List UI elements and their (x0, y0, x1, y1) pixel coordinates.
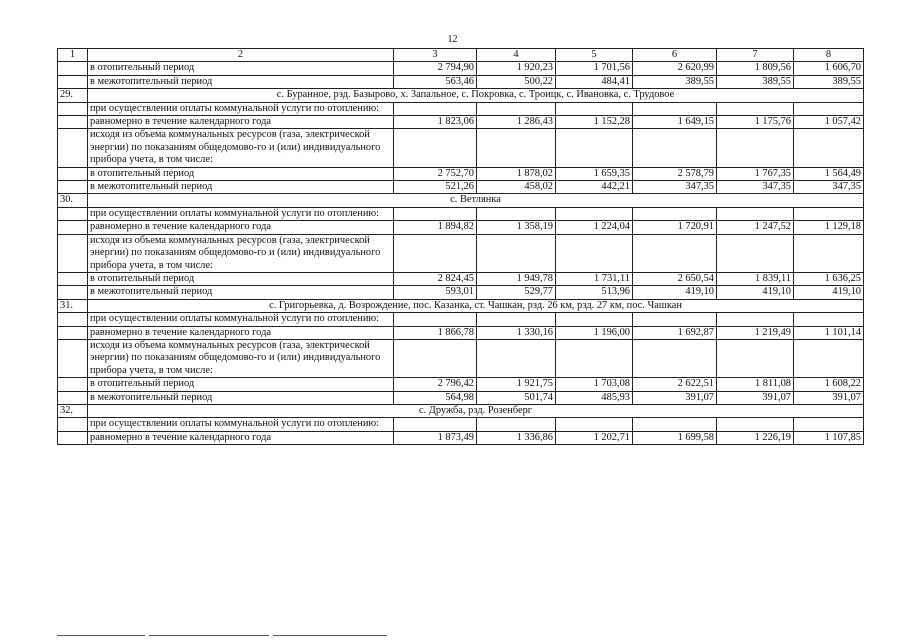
table-row (58, 62, 864, 75)
table-row (58, 221, 864, 234)
value-cell: 2 796,42 (394, 378, 477, 391)
value-cell: 529,77 (477, 286, 556, 299)
value-cell: 1 358,19 (477, 221, 556, 234)
empty-cell (717, 234, 794, 272)
value-cell: 1 219,49 (717, 326, 794, 339)
value-cell: 564,98 (394, 391, 477, 404)
value-cell: 1 873,49 (394, 431, 477, 444)
value-cell: 521,26 (394, 181, 477, 194)
description-row (58, 339, 864, 377)
empty-cell (556, 207, 633, 220)
table-row (58, 181, 864, 194)
section-title: с. Буранное, рзд. Базырово, х. Запальное, с. Покровка, с. Троицк, с. Ивановка, с. Трудовое (88, 89, 864, 102)
value-cell: 2 622,51 (633, 378, 717, 391)
empty-cell (477, 313, 556, 326)
empty-cell (633, 339, 717, 377)
value-cell: 1 731,11 (556, 272, 633, 285)
description-row (58, 102, 864, 115)
empty-cell (477, 418, 556, 431)
empty-cell (717, 313, 794, 326)
empty-cell (633, 102, 717, 115)
empty-cell (794, 339, 864, 377)
row-label: при осуществлении оплаты коммунальной услуги по отоплению: (88, 102, 394, 115)
empty-cell (717, 339, 794, 377)
description-row (58, 418, 864, 431)
value-cell: 1 811,08 (717, 378, 794, 391)
empty-cell (477, 102, 556, 115)
empty-cell (477, 207, 556, 220)
empty-cell (556, 102, 633, 115)
footnote-rule (57, 635, 145, 636)
value-cell: 2 578,79 (633, 167, 717, 180)
header-cell: 6 (633, 49, 717, 62)
row-label: исходя из объема коммунальных ресурсов (газа, электрической энергии) по показаниям общедомово-го и (или) индивидуального прибора учета, в том числе: (88, 129, 394, 167)
footnote-rule (149, 635, 269, 636)
empty-cell (556, 339, 633, 377)
row-label: равномерно в течение календарного года (88, 326, 394, 339)
row-number (58, 75, 88, 88)
section-title: с. Дружба, рзд. Розенберг (88, 404, 864, 417)
value-cell: 1 894,82 (394, 221, 477, 234)
header-cell: 1 (58, 49, 88, 62)
table-row (58, 286, 864, 299)
empty-cell (633, 129, 717, 167)
table-row (58, 378, 864, 391)
section-row (58, 299, 864, 312)
row-number (58, 207, 88, 220)
row-number (58, 431, 88, 444)
row-label: при осуществлении оплаты коммунальной услуги по отоплению: (88, 207, 394, 220)
page-number: 12 (447, 34, 458, 45)
table-row (58, 167, 864, 180)
empty-cell (394, 418, 477, 431)
value-cell: 1 636,25 (794, 272, 864, 285)
value-cell: 1 564,49 (794, 167, 864, 180)
value-cell: 1 767,35 (717, 167, 794, 180)
header-cell: 3 (394, 49, 477, 62)
empty-cell (794, 234, 864, 272)
empty-cell (717, 102, 794, 115)
empty-cell (394, 339, 477, 377)
empty-cell (477, 129, 556, 167)
value-cell: 391,07 (717, 391, 794, 404)
value-cell: 1 809,56 (717, 62, 794, 75)
row-number (58, 313, 88, 326)
value-cell: 2 824,45 (394, 272, 477, 285)
table-row (58, 431, 864, 444)
value-cell: 458,02 (477, 181, 556, 194)
table-row (58, 391, 864, 404)
value-cell: 1 175,76 (717, 116, 794, 129)
header-cell: 7 (717, 49, 794, 62)
row-number (58, 391, 88, 404)
row-number (58, 167, 88, 180)
value-cell: 513,96 (556, 286, 633, 299)
value-cell: 1 692,87 (633, 326, 717, 339)
row-label: равномерно в течение календарного года (88, 431, 394, 444)
value-cell: 1 286,43 (477, 116, 556, 129)
value-cell: 1 720,91 (633, 221, 717, 234)
row-number (58, 102, 88, 115)
header-cell: 8 (794, 49, 864, 62)
row-label: в межотопительный период (88, 391, 394, 404)
value-cell: 1 699,58 (633, 431, 717, 444)
value-cell: 593,01 (394, 286, 477, 299)
row-number (58, 418, 88, 431)
empty-cell (717, 129, 794, 167)
value-cell: 389,55 (794, 75, 864, 88)
value-cell: 1 608,22 (794, 378, 864, 391)
value-cell: 1 336,86 (477, 431, 556, 444)
value-cell: 419,10 (633, 286, 717, 299)
value-cell: 347,35 (794, 181, 864, 194)
row-label: в межотопительный период (88, 181, 394, 194)
header-row (58, 49, 864, 62)
row-number: 31. (58, 299, 88, 312)
value-cell: 1 920,23 (477, 62, 556, 75)
row-label: в отопительный период (88, 167, 394, 180)
empty-cell (394, 102, 477, 115)
value-cell: 1 330,16 (477, 326, 556, 339)
row-number: 32. (58, 404, 88, 417)
value-cell: 1 878,02 (477, 167, 556, 180)
value-cell: 1 202,71 (556, 431, 633, 444)
section-title: с. Григорьевка, д. Возрождение, пос. Казанка, ст. Чашкан, рзд. 26 км, рзд. 27 км, пос. Чашкан (88, 299, 864, 312)
value-cell: 2 752,70 (394, 167, 477, 180)
row-label: в отопительный период (88, 272, 394, 285)
empty-cell (556, 129, 633, 167)
value-cell: 389,55 (717, 75, 794, 88)
row-label: в отопительный период (88, 62, 394, 75)
section-row (58, 404, 864, 417)
empty-cell (394, 207, 477, 220)
header-cell: 2 (88, 49, 394, 62)
row-label: в межотопительный период (88, 75, 394, 88)
empty-cell (556, 313, 633, 326)
description-row (58, 207, 864, 220)
empty-cell (556, 234, 633, 272)
value-cell: 2 620,99 (633, 62, 717, 75)
table-row (58, 116, 864, 129)
empty-cell (394, 313, 477, 326)
description-row (58, 234, 864, 272)
value-cell: 2 650,54 (633, 272, 717, 285)
value-cell: 1 606,70 (794, 62, 864, 75)
empty-cell (477, 234, 556, 272)
value-cell: 1 703,08 (556, 378, 633, 391)
empty-cell (717, 207, 794, 220)
row-number (58, 286, 88, 299)
value-cell: 563,46 (394, 75, 477, 88)
row-label: исходя из объема коммунальных ресурсов (газа, электрической энергии) по показаниям общедомово-го и (или) индивидуального прибора учета, в том числе: (88, 234, 394, 272)
row-number (58, 272, 88, 285)
row-number: 30. (58, 194, 88, 207)
footnote-rule (273, 635, 387, 636)
value-cell: 1 659,35 (556, 167, 633, 180)
value-cell: 419,10 (794, 286, 864, 299)
row-label: в межотопительный период (88, 286, 394, 299)
value-cell: 1 649,15 (633, 116, 717, 129)
value-cell: 485,93 (556, 391, 633, 404)
row-number (58, 339, 88, 377)
empty-cell (394, 234, 477, 272)
value-cell: 347,35 (633, 181, 717, 194)
empty-cell (633, 234, 717, 272)
section-title: с. Ветлянка (88, 194, 864, 207)
row-number: 29. (58, 89, 88, 102)
table-row (58, 326, 864, 339)
row-number (58, 221, 88, 234)
row-number (58, 234, 88, 272)
row-label: при осуществлении оплаты коммунальной услуги по отоплению: (88, 313, 394, 326)
empty-cell (556, 418, 633, 431)
description-row (58, 129, 864, 167)
empty-cell (477, 339, 556, 377)
value-cell: 347,35 (717, 181, 794, 194)
value-cell: 1 152,28 (556, 116, 633, 129)
section-row (58, 194, 864, 207)
value-cell: 1 101,14 (794, 326, 864, 339)
value-cell: 419,10 (717, 286, 794, 299)
value-cell: 1 866,78 (394, 326, 477, 339)
empty-cell (633, 207, 717, 220)
value-cell: 1 224,04 (556, 221, 633, 234)
value-cell: 389,55 (633, 75, 717, 88)
footnote-rules (57, 635, 387, 636)
value-cell: 1 196,00 (556, 326, 633, 339)
empty-cell (794, 418, 864, 431)
row-label: в отопительный период (88, 378, 394, 391)
value-cell: 1 057,42 (794, 116, 864, 129)
value-cell: 391,07 (633, 391, 717, 404)
row-label: равномерно в течение календарного года (88, 221, 394, 234)
value-cell: 1 247,52 (717, 221, 794, 234)
row-number (58, 326, 88, 339)
table-body (58, 49, 864, 445)
value-cell: 1 921,75 (477, 378, 556, 391)
value-cell: 501,74 (477, 391, 556, 404)
tariff-table (57, 48, 864, 445)
header-cell: 5 (556, 49, 633, 62)
row-number (58, 181, 88, 194)
empty-cell (794, 207, 864, 220)
row-label: равномерно в течение календарного года (88, 116, 394, 129)
value-cell: 500,22 (477, 75, 556, 88)
value-cell: 1 701,56 (556, 62, 633, 75)
value-cell: 1 823,06 (394, 116, 477, 129)
row-label: исходя из объема коммунальных ресурсов (газа, электрической энергии) по показаниям общедомово-го и (или) индивидуального прибора учета, в том числе: (88, 339, 394, 377)
row-number (58, 62, 88, 75)
table-row (58, 272, 864, 285)
description-row (58, 313, 864, 326)
empty-cell (794, 313, 864, 326)
row-label: при осуществлении оплаты коммунальной услуги по отоплению: (88, 418, 394, 431)
row-number (58, 129, 88, 167)
value-cell: 1 949,78 (477, 272, 556, 285)
table-row (58, 75, 864, 88)
value-cell: 1 839,11 (717, 272, 794, 285)
value-cell: 391,07 (794, 391, 864, 404)
empty-cell (394, 129, 477, 167)
value-cell: 442,21 (556, 181, 633, 194)
row-number (58, 378, 88, 391)
value-cell: 1 129,18 (794, 221, 864, 234)
value-cell: 484,41 (556, 75, 633, 88)
section-row (58, 89, 864, 102)
empty-cell (794, 102, 864, 115)
value-cell: 2 794,90 (394, 62, 477, 75)
empty-cell (794, 129, 864, 167)
empty-cell (633, 313, 717, 326)
empty-cell (717, 418, 794, 431)
value-cell: 1 107,85 (794, 431, 864, 444)
row-number (58, 116, 88, 129)
empty-cell (633, 418, 717, 431)
value-cell: 1 226,19 (717, 431, 794, 444)
header-cell: 4 (477, 49, 556, 62)
